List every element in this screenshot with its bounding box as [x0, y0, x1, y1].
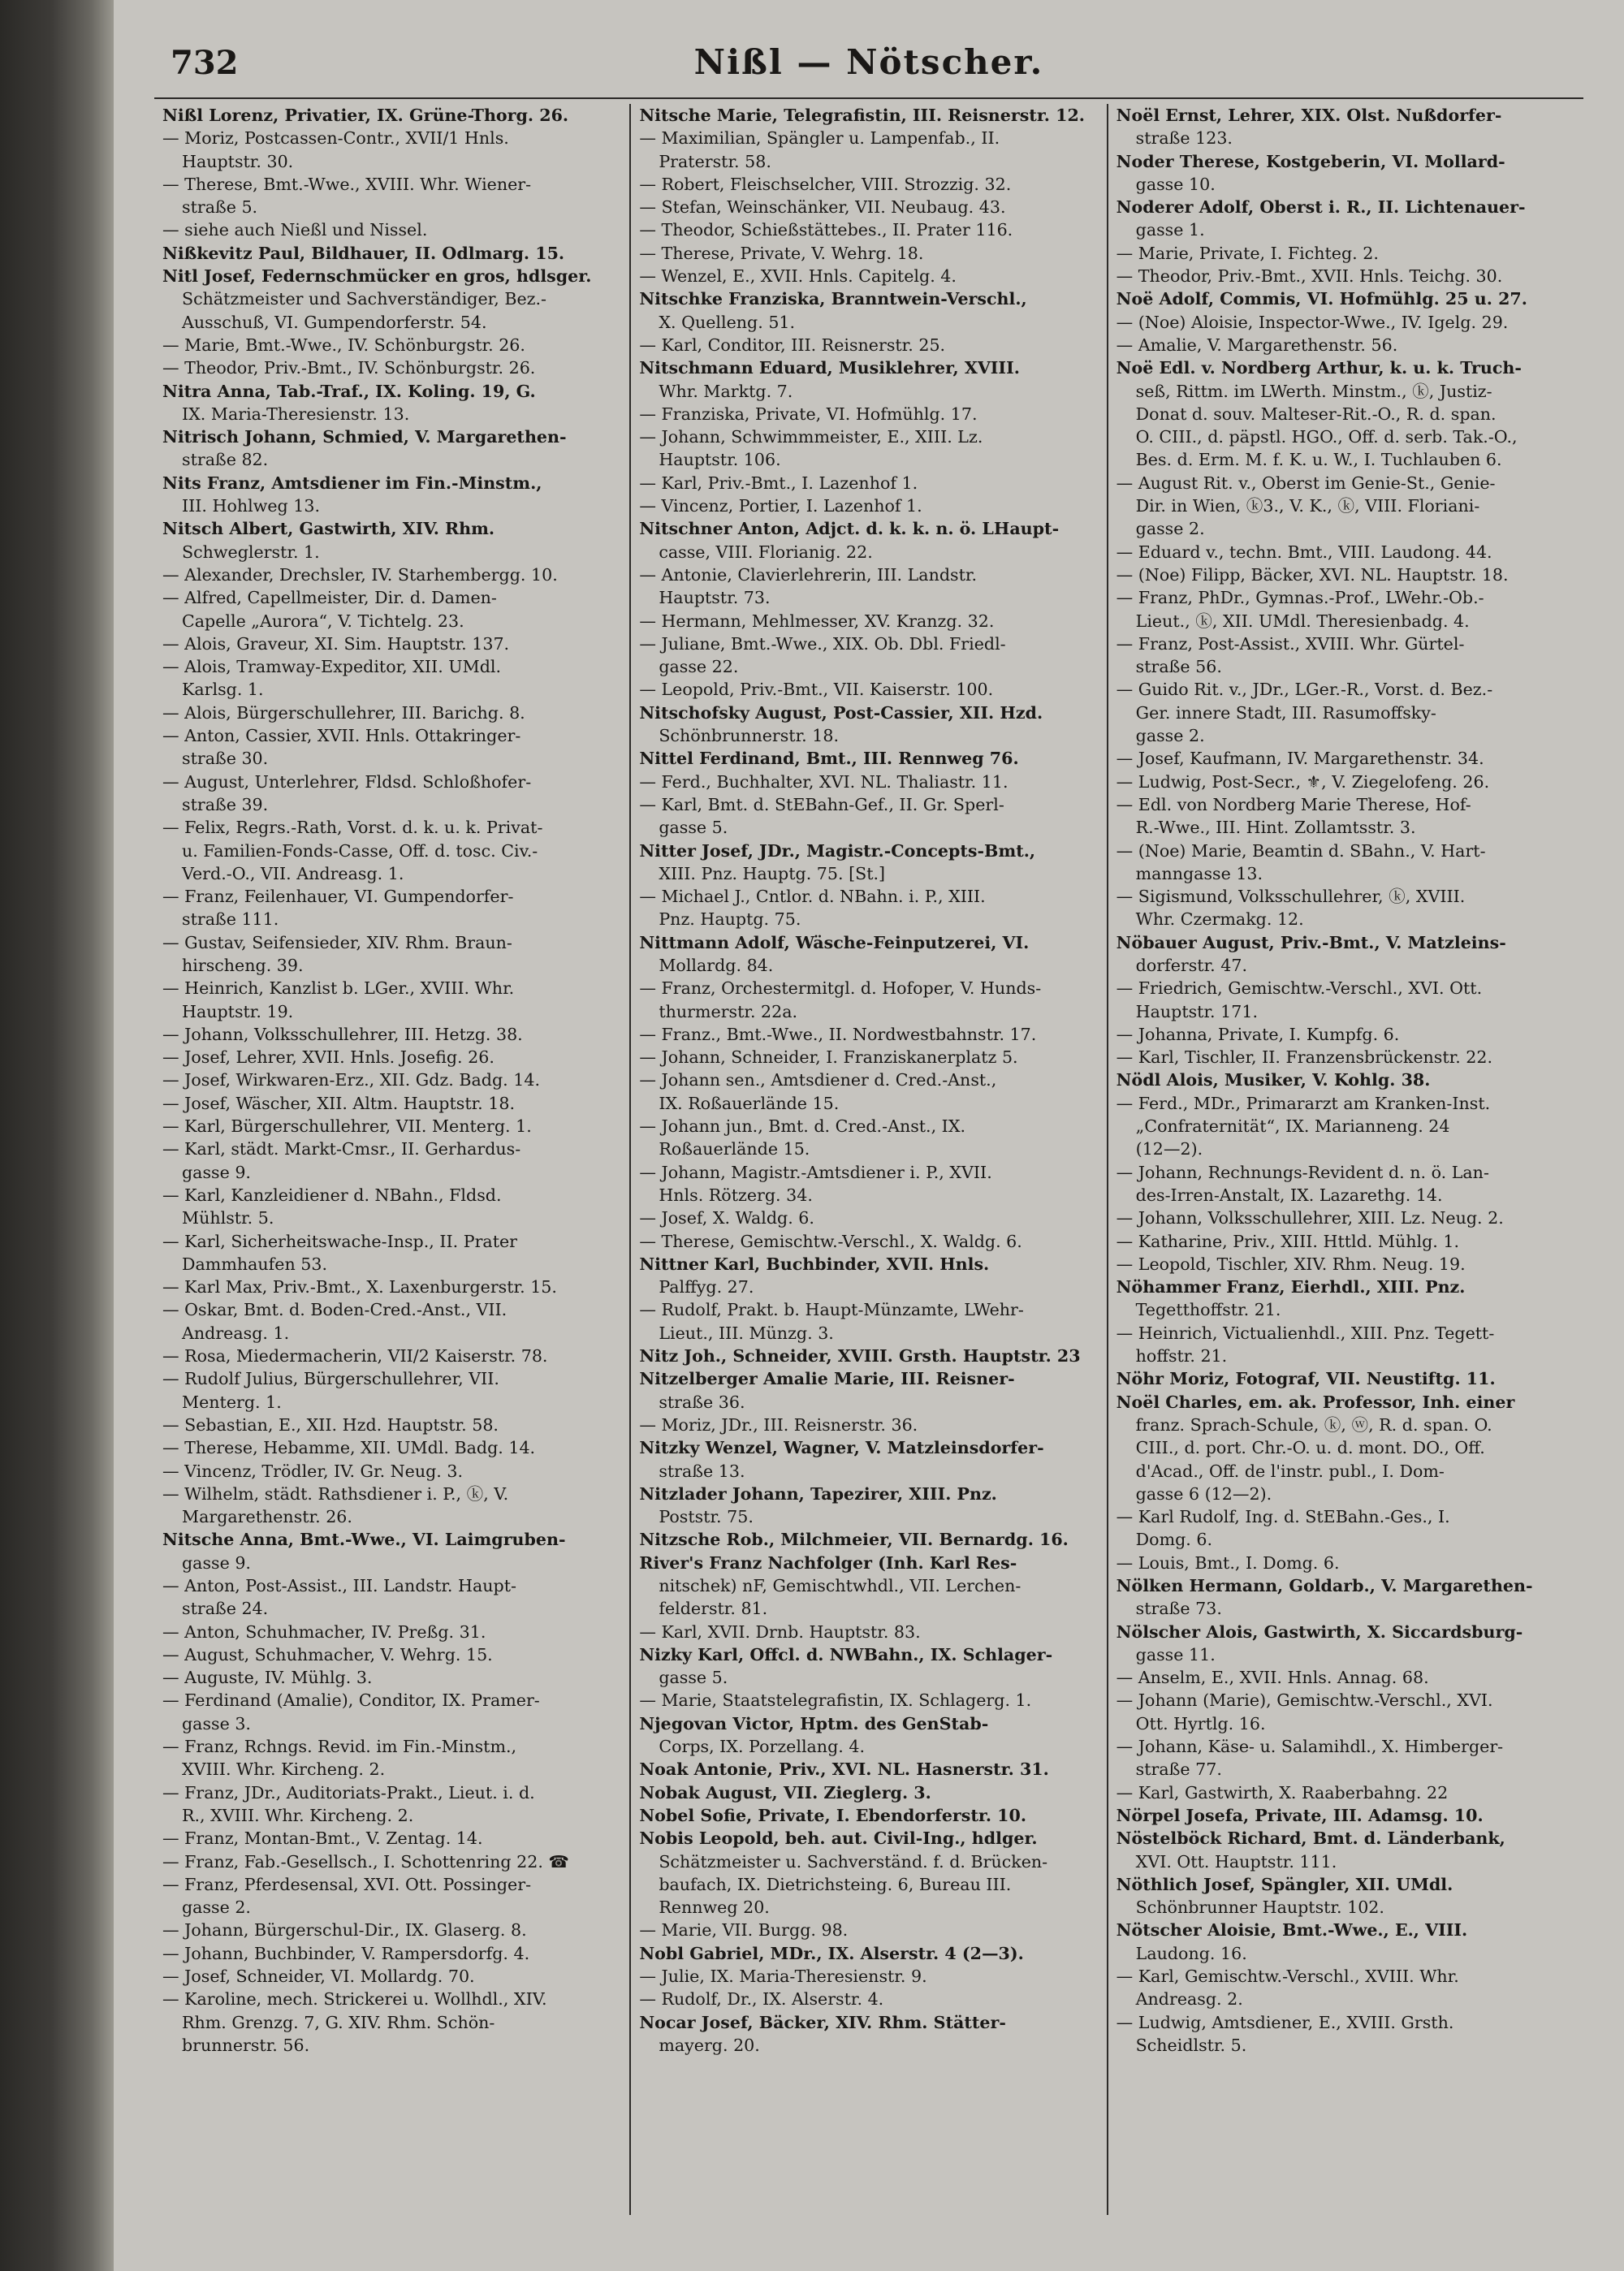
- entry-line: — Franz, Orchestermitgl. d. Hofoper, V. Hunds-: [639, 978, 1042, 999]
- entry-continuation-line: d'Acad., Off. de l'instr. publ., I. Dom-: [1135, 1461, 1445, 1481]
- entry-continuation-line: straße 24.: [182, 1599, 269, 1619]
- entry-continuation-line: gasse 22.: [659, 657, 739, 677]
- entry-line: — Karl, Gemischtw.-Verschl., XVIII. Whr.: [1116, 1967, 1459, 1987]
- entry-continuation-line: gasse 2.: [1135, 519, 1205, 539]
- entry-line: — Johann, Käse- u. Salamihdl., X. Himberger-: [1116, 1737, 1504, 1757]
- entry-continuation-line: Schönbrunnerstr. 18.: [659, 726, 840, 746]
- entry-line: — (Noe) Filipp, Bäcker, XVI. NL. Hauptstr. 18.: [1116, 564, 1509, 585]
- entry-continuation-line: Praterstr. 58.: [659, 151, 771, 171]
- entry-headword-line: Nötscher Aloisie, Bmt.-Wwe., E., VIII.: [1116, 1920, 1468, 1941]
- entry-continuation-line: Hauptstr. 19.: [182, 1001, 294, 1021]
- entry-line: — Karl, Kanzleidiener d. NBahn., Fldsd.: [162, 1185, 502, 1205]
- entry-line: — Heinrich, Kanzlist b. LGer., XVIII. Whr.: [162, 978, 515, 999]
- entry-line: — Josef, Lehrer, XVII. Hnls. Josefig. 26.: [162, 1047, 495, 1068]
- entry-headword-line: Nöbauer August, Priv.-Bmt., V. Matzleins-: [1116, 932, 1506, 952]
- entry-continuation-line: III. Hohlweg 13.: [182, 496, 320, 516]
- entry-continuation-line: brunnerstr. 56.: [182, 2035, 310, 2055]
- entry-continuation-line: Corps, IX. Porzellang. 4.: [659, 1737, 865, 1757]
- entry-continuation-line: Dammhaufen 53.: [182, 1254, 328, 1274]
- entry-line: — Karl Rudolf, Ing. d. StEBahn.-Ges., I.: [1116, 1507, 1450, 1527]
- entry-headword-line: Nits Franz, Amtsdiener im Fin.-Minstm.,: [162, 473, 542, 493]
- entry-continuation-line: Capelle „Aurora“, V. Tichtelg. 23.: [182, 611, 464, 631]
- entry-line: — Therese, Hebamme, XII. UMdl. Badg. 14.: [162, 1438, 536, 1458]
- entry-line: — August, Schuhmacher, V. Wehrg. 15.: [162, 1644, 493, 1664]
- entry-line: — (Noe) Marie, Beamtin d. SBahn., V. Hart-: [1116, 840, 1486, 861]
- entry-continuation-line: gasse 9.: [182, 1162, 251, 1182]
- entry-line: — Heinrich, Victualienhdl., XIII. Pnz. Tegett-: [1116, 1323, 1495, 1343]
- entry-headword-line: Nitschofsky August, Post-Cassier, XII. Hzd.: [639, 702, 1043, 723]
- entry-continuation-line: Tegetthoffstr. 21.: [1135, 1300, 1281, 1320]
- entry-line: — Ludwig, Post-Secr., ⚜, V. Ziegelofeng. 26.: [1116, 771, 1490, 792]
- entry-line: — Franz, Pferdesensal, XVI. Ott. Possinger-: [162, 1874, 532, 1894]
- entry-continuation-line: R.-Wwe., III. Hint. Zollamtsstr. 3.: [1135, 818, 1416, 838]
- entry-continuation-line: franz. Sprach-Schule, ⓚ, ⓦ, R. d. span. O.: [1135, 1414, 1492, 1435]
- entry-line: — Leopold, Tischler, XIV. Rhm. Neug. 19.: [1116, 1254, 1466, 1274]
- entry-headword-line: Nocar Josef, Bäcker, XIV. Rhm. Stätter-: [639, 2012, 1006, 2032]
- entry-line: — Alois, Bürgerschullehrer, III. Barichg. 8.: [162, 702, 525, 723]
- entry-line: — Johann, Schwimmmeister, E., XIII. Lz.: [639, 427, 983, 447]
- entry-headword-line: Nitra Anna, Tab.-Traf., IX. Koling. 19, G.: [162, 381, 536, 401]
- entry-continuation-line: Ger. innere Stadt, III. Rasumoffsky-: [1135, 702, 1436, 723]
- entry-line: — Alexander, Drechsler, IV. Starhembergg. 10.: [162, 564, 558, 585]
- entry-headword-line: Njegovan Victor, Hptm. des GenStab-: [639, 1713, 989, 1733]
- entry-continuation-line: Domg. 6.: [1135, 1530, 1213, 1550]
- entry-continuation-line: Pnz. Hauptg. 75.: [659, 909, 801, 930]
- entry-continuation-line: (12—2).: [1135, 1139, 1203, 1159]
- entry-line: — Josef, Schneider, VI. Mollardg. 70.: [162, 1967, 475, 1987]
- entry-line: — Ludwig, Amtsdiener, E., XVIII. Grsth.: [1116, 2012, 1454, 2032]
- entry-line: — (Noe) Aloisie, Inspector-Wwe., IV. Igelg. 29.: [1116, 312, 1509, 332]
- entry-line: — Rudolf, Dr., IX. Alserstr. 4.: [639, 1989, 884, 2010]
- entry-continuation-line: Ausschuß, VI. Gumpendorferstr. 54.: [182, 312, 487, 332]
- entry-line: — Maximilian, Spängler u. Lampenfab., II.: [639, 128, 1000, 149]
- entry-line: — Johann (Marie), Gemischtw.-Verschl., XVI.: [1116, 1690, 1493, 1711]
- entry-continuation-line: IX. Roßauerlände 15.: [659, 1093, 840, 1113]
- entry-continuation-line: Roßauerlände 15.: [659, 1139, 810, 1159]
- entry-headword-line: Nobak August, VII. Zieglerg. 3.: [639, 1782, 931, 1803]
- entry-headword-line: Nitsch Albert, Gastwirth, XIV. Rhm.: [162, 519, 495, 539]
- entry-line: — August Rit. v., Oberst im Genie-St., Genie-: [1116, 473, 1496, 493]
- entry-line: — Moriz, JDr., III. Reisnerstr. 36.: [639, 1414, 918, 1435]
- entry-line: — Franz, Fab.-Gesellsch., I. Schottenring 22. ☎: [162, 1851, 570, 1872]
- book-gutter: [0, 0, 114, 2271]
- entry-continuation-line: Rennweg 20.: [659, 1898, 770, 1918]
- directory-page: [114, 0, 1624, 2271]
- entry-line: — Edl. von Nordberg Marie Therese, Hof-: [1116, 794, 1471, 814]
- entry-line: — Friedrich, Gemischtw.-Verschl., XVI. Ott.: [1116, 978, 1483, 999]
- entry-line: — siehe auch Nießl und Nissel.: [162, 220, 428, 240]
- entry-continuation-line: Ott. Hyrtlg. 16.: [1135, 1713, 1266, 1733]
- entry-headword-line: Nittel Ferdinand, Bmt., III. Rennweg 76.: [639, 749, 1019, 769]
- entry-headword-line: Nißl Lorenz, Privatier, IX. Grüne-Thorg. 26.: [162, 106, 569, 125]
- entry-continuation-line: straße 123.: [1135, 128, 1233, 149]
- entry-line: — Gustav, Seifensieder, XIV. Rhm. Braun-: [162, 932, 512, 952]
- entry-line: — Johann sen., Amtsdiener d. Cred.-Anst.,: [639, 1070, 997, 1090]
- entry-line: — Therese, Bmt.-Wwe., XVIII. Whr. Wiener-: [162, 174, 532, 194]
- entry-line: — Hermann, Mehlmesser, XV. Kranzg. 32.: [639, 611, 995, 631]
- entry-continuation-line: IX. Maria-Theresienstr. 13.: [182, 404, 410, 424]
- entry-line: — Guido Rit. v., JDr., LGer.-R., Vorst. d. Bez.-: [1116, 680, 1493, 700]
- entry-continuation-line: hoffstr. 21.: [1135, 1346, 1228, 1366]
- entry-continuation-line: Schweglerstr. 1.: [182, 542, 320, 562]
- entry-continuation-line: Menterg. 1.: [182, 1392, 282, 1412]
- entry-line: — Josef, Kaufmann, IV. Margarethenstr. 34.: [1116, 749, 1484, 769]
- entry-headword-line: Nitter Josef, JDr., Magistr.-Concepts-Bmt.,: [639, 840, 1036, 861]
- entry-line: — Amalie, V. Margarethenstr. 56.: [1116, 335, 1398, 355]
- entry-line: — Johann, Volksschullehrer, XIII. Lz. Neug. 2.: [1116, 1208, 1504, 1228]
- entry-continuation-line: Laudong. 16.: [1135, 1943, 1247, 1963]
- entry-line: — Josef, Wirkwaren-Erz., XII. Gdz. Badg. 14.: [162, 1070, 540, 1090]
- entry-line: — Josef, X. Waldg. 6.: [639, 1208, 814, 1228]
- entry-headword-line: Nitzsche Rob., Milchmeier, VII. Bernardg. 16.: [639, 1530, 1069, 1550]
- entry-continuation-line: straße 5.: [182, 197, 258, 218]
- entry-continuation-line: Mollardg. 84.: [659, 955, 774, 975]
- entry-line: — Theodor, Priv.-Bmt., XVII. Hnls. Teichg. 30.: [1116, 266, 1503, 287]
- entry-continuation-line: Bes. d. Erm. M. f. K. u. W., I. Tuchlauben 6.: [1135, 450, 1502, 470]
- entry-line: — Vincenz, Trödler, IV. Gr. Neug. 3.: [162, 1461, 464, 1481]
- entry-continuation-line: Hauptstr. 30.: [182, 151, 294, 171]
- entry-line: — Sigismund, Volksschullehrer, ⓚ, XVIII.: [1116, 887, 1466, 907]
- entry-continuation-line: Poststr. 75.: [659, 1507, 754, 1527]
- entry-line: — Alfred, Capellmeister, Dir. d. Damen-: [162, 588, 497, 608]
- entry-line: — Johann, Schneider, I. Franziskanerplatz 5.: [639, 1047, 1018, 1068]
- entry-continuation-line: u. Familien-Fonds-Casse, Off. d. tosc. Civ.-: [182, 840, 538, 861]
- entry-continuation-line: Schätzmeister und Sachverständiger, Bez.-: [182, 289, 547, 309]
- entry-continuation-line: Hauptstr. 171.: [1135, 1001, 1258, 1021]
- entry-line: — Felix, Regrs.-Rath, Vorst. d. k. u. k. Privat-: [162, 818, 543, 838]
- entry-continuation-line: gasse 5.: [659, 1668, 728, 1688]
- entry-headword-line: Nitz Joh., Schneider, XVIII. Grsth. Hauptstr. 23: [639, 1346, 1081, 1366]
- entry-line: — Johann, Volksschullehrer, III. Hetzg. 38.: [162, 1024, 523, 1044]
- entry-headword-line: Nitschner Anton, Adjct. d. k. k. n. ö. LHaupt-: [639, 519, 1060, 539]
- entry-line: — Anton, Cassier, XVII. Hnls. Ottakringer-: [162, 726, 521, 746]
- entry-line: — Sebastian, E., XII. Hzd. Hauptstr. 58.: [162, 1414, 499, 1435]
- entry-continuation-line: straße 82.: [182, 450, 269, 470]
- entry-line: — Franz, Post-Assist., XVIII. Whr. Gürtel-: [1116, 633, 1465, 654]
- entry-line: — Louis, Bmt., I. Domg. 6.: [1116, 1552, 1340, 1573]
- entry-continuation-line: felderstr. 81.: [659, 1599, 768, 1619]
- entry-headword-line: Nitschmann Eduard, Musiklehrer, XVIII.: [639, 358, 1020, 378]
- entry-continuation-line: „Confraternität“, IX. Marianneng. 24: [1135, 1116, 1450, 1137]
- entry-line: — Anton, Schuhmacher, IV. Preßg. 31.: [162, 1621, 486, 1642]
- entry-line: — Karl, Conditor, III. Reisnerstr. 25.: [639, 335, 946, 355]
- entry-continuation-line: gasse 5.: [659, 818, 728, 838]
- entry-line: — August, Unterlehrer, Fldsd. Schloßhofer-: [162, 771, 532, 792]
- entry-continuation-line: Scheidlstr. 5.: [1135, 2035, 1247, 2055]
- entry-line: — Anton, Post-Assist., III. Landstr. Haupt-: [162, 1576, 516, 1595]
- entry-continuation-line: Whr. Czermakg. 12.: [1135, 909, 1304, 930]
- page-number: 732: [171, 44, 239, 82]
- entry-headword-line: Nitl Josef, Federnschmücker en gros, hdlsger.: [162, 266, 592, 287]
- entry-continuation-line: X. Quelleng. 51.: [659, 312, 796, 332]
- entry-headword-line: Nitsche Anna, Bmt.-Wwe., VI. Laimgruben-: [162, 1530, 566, 1550]
- entry-continuation-line: Andreasg. 2.: [1135, 1989, 1243, 2010]
- entry-line: — Therese, Private, V. Wehrg. 18.: [639, 243, 924, 263]
- entry-headword-line: Nöthlich Josef, Spängler, XII. UMdl.: [1116, 1874, 1453, 1894]
- entry-continuation-line: gasse 2.: [182, 1898, 251, 1918]
- entry-continuation-line: XVIII. Whr. Kircheng. 2.: [182, 1759, 386, 1780]
- entry-line: — Oskar, Bmt. d. Boden-Cred.-Anst., VII.: [162, 1300, 508, 1320]
- entry-headword-line: Nitzelberger Amalie Marie, III. Reisner-: [639, 1369, 1015, 1389]
- entry-continuation-line: gasse 2.: [1135, 726, 1205, 746]
- entry-line: — Moriz, Postcassen-Contr., XVII/1 Hnls.: [162, 128, 509, 149]
- entry-headword-line: River's Franz Nachfolger (Inh. Karl Res-: [639, 1552, 1017, 1573]
- entry-line: — Karl, Tischler, II. Franzensbrückenstr. 22.: [1116, 1047, 1493, 1068]
- entry-headword-line: Nobis Leopold, beh. aut. Civil-Ing., hdlger.: [639, 1828, 1038, 1849]
- entry-line: — Alois, Tramway-Expeditor, XII. UMdl.: [162, 657, 502, 677]
- entry-headword-line: Noë Edl. v. Nordberg Arthur, k. u. k. Truch-: [1116, 358, 1522, 378]
- entry-line: — Marie, Private, I. Fichteg. 2.: [1116, 243, 1379, 263]
- entry-continuation-line: des-Irren-Anstalt, IX. Lazarethg. 14.: [1135, 1185, 1443, 1205]
- entry-continuation-line: gasse 6 (12—2).: [1135, 1483, 1272, 1504]
- entry-line: — Johann, Magistr.-Amtsdiener i. P., XVII.: [639, 1162, 992, 1182]
- entry-continuation-line: straße 73.: [1135, 1599, 1222, 1619]
- entry-continuation-line: Hauptstr. 73.: [659, 588, 771, 608]
- entry-line: — Franz, Rchngs. Revid. im Fin.-Minstm.,: [162, 1737, 517, 1757]
- entry-continuation-line: straße 13.: [659, 1461, 745, 1481]
- entry-continuation-line: straße 111.: [182, 909, 279, 930]
- entry-line: — Karl, Sicherheitswache-Insp., II. Prater: [162, 1231, 518, 1251]
- entry-continuation-line: Rhm. Grenzg. 7, G. XIV. Rhm. Schön-: [182, 2012, 495, 2032]
- entry-headword-line: Nörpel Josefa, Private, III. Adamsg. 10.: [1116, 1805, 1484, 1825]
- entry-line: — Karl, Bmt. d. StEBahn-Gef., II. Gr. Sperl-: [639, 794, 1004, 814]
- entry-headword-line: Nobel Sofie, Private, I. Ebendorferstr. 10.: [639, 1805, 1027, 1825]
- entry-continuation-line: CIII., d. port. Chr.-O. u. d. mont. DO., Off.: [1135, 1438, 1485, 1458]
- entry-continuation-line: Hauptstr. 106.: [659, 450, 781, 470]
- entry-line: — Johanna, Private, I. Kumpfg. 6.: [1116, 1024, 1400, 1044]
- entry-line: — Wilhelm, städt. Rathsdiener i. P., ⓚ, V.: [162, 1483, 509, 1504]
- entry-headword-line: Noak Antonie, Priv., XVI. NL. Hasnerstr. 31.: [639, 1759, 1049, 1780]
- entry-continuation-line: straße 39.: [182, 794, 269, 814]
- entry-continuation-line: gasse 3.: [182, 1713, 251, 1733]
- entry-line: — Robert, Fleischselcher, VIII. Strozzig. 32.: [639, 174, 1012, 194]
- entry-headword-line: Nobl Gabriel, MDr., IX. Alserstr. 4 (2—3).: [639, 1943, 1024, 1963]
- entry-continuation-line: R., XVIII. Whr. Kircheng. 2.: [182, 1805, 414, 1825]
- entry-continuation-line: XIII. Pnz. Hauptg. 75. [St.]: [659, 863, 886, 883]
- entry-headword-line: Nitzlader Johann, Tapezirer, XIII. Pnz.: [639, 1483, 997, 1504]
- entry-line: — Anselm, E., XVII. Hnls. Annag. 68.: [1116, 1668, 1429, 1688]
- entry-line: — Franziska, Private, VI. Hofmühlg. 17.: [639, 404, 978, 424]
- entry-line: — Franz, Feilenhauer, VI. Gumpendorfer-: [162, 887, 514, 907]
- entry-continuation-line: gasse 11.: [1135, 1644, 1216, 1664]
- entry-line: — Johann, Rechnungs-Revident d. n. ö. Lan-: [1116, 1162, 1489, 1182]
- entry-headword-line: Nödl Alois, Musiker, V. Kohlg. 38.: [1116, 1070, 1431, 1090]
- entry-continuation-line: nitschek) nF, Gemischtwhdl., VII. Lerchen-: [659, 1576, 1021, 1595]
- entry-continuation-line: gasse 1.: [1135, 220, 1205, 240]
- column-2: [629, 104, 1106, 2215]
- entry-line: — Franz, JDr., Auditoriats-Prakt., Lieut. i. d.: [162, 1782, 535, 1803]
- entry-line: — Julie, IX. Maria-Theresienstr. 9.: [639, 1967, 927, 1987]
- entry-continuation-line: straße 77.: [1135, 1759, 1222, 1780]
- entry-continuation-line: Whr. Marktg. 7.: [659, 381, 793, 401]
- entry-headword-line: Nöhammer Franz, Eierhdl., XIII. Pnz.: [1116, 1277, 1466, 1297]
- entry-headword-line: Noël Ernst, Lehrer, XIX. Olst. Nußdorfer-: [1116, 106, 1502, 125]
- entry-line: — Juliane, Bmt.-Wwe., XIX. Ob. Dbl. Friedl-: [639, 633, 1006, 654]
- entry-line: — Ferd., Buchhalter, XVI. NL. Thaliastr. 11.: [639, 771, 1009, 792]
- entry-line: — Karl, städt. Markt-Cmsr., II. Gerhardus-: [162, 1139, 521, 1159]
- entry-line: — Leopold, Priv.-Bmt., VII. Kaiserstr. 100.: [639, 680, 994, 700]
- entry-headword-line: Noderer Adolf, Oberst i. R., II. Lichtenauer-: [1116, 197, 1526, 218]
- entry-line: — Johann jun., Bmt. d. Cred.-Anst., IX.: [639, 1116, 966, 1137]
- entry-line: — Johann, Buchbinder, V. Rampersdorfg. 4.: [162, 1943, 530, 1963]
- entry-headword-line: Nitsche Marie, Telegrafistin, III. Reisnerstr. 12.: [639, 106, 1085, 125]
- entry-headword-line: Nöstelböck Richard, Bmt. d. Länderbank,: [1116, 1828, 1505, 1849]
- entry-line: — Franz., Bmt.-Wwe., II. Nordwestbahnstr. 17.: [639, 1024, 1037, 1044]
- entry-line: — Franz, PhDr., Gymnas.-Prof., LWehr.-Ob.-: [1116, 588, 1484, 608]
- entry-line: — Rudolf, Prakt. b. Haupt-Münzamte, LWehr-: [639, 1300, 1024, 1320]
- entry-line: — Theodor, Priv.-Bmt., IV. Schönburgstr. 26.: [162, 358, 536, 378]
- entry-continuation-line: straße 56.: [1135, 657, 1222, 677]
- entry-line: — Josef, Wäscher, XII. Altm. Hauptstr. 18.: [162, 1093, 516, 1113]
- entry-continuation-line: Andreasg. 1.: [182, 1323, 290, 1343]
- entry-continuation-line: Mühlstr. 5.: [182, 1208, 274, 1228]
- entry-continuation-line: straße 30.: [182, 749, 269, 769]
- entry-line: — Vincenz, Portier, I. Lazenhof 1.: [639, 496, 922, 516]
- entry-line: — Karoline, mech. Strickerei u. Wollhdl., XIV.: [162, 1989, 547, 2010]
- entry-continuation-line: gasse 10.: [1135, 174, 1216, 194]
- entry-line: — Eduard v., techn. Bmt., VIII. Laudong. 44.: [1116, 542, 1492, 562]
- page-header: [154, 39, 1583, 99]
- entry-continuation-line: dorferstr. 47.: [1135, 955, 1248, 975]
- entry-continuation-line: seß, Rittm. im LWerth. Minstm., ⓚ, Justiz-: [1135, 381, 1492, 401]
- entry-line: — Therese, Gemischtw.-Verschl., X. Waldg. 6.: [639, 1231, 1022, 1251]
- entry-headword-line: Nittner Karl, Buchbinder, XVII. Hnls.: [639, 1254, 990, 1274]
- column-3: [1107, 104, 1583, 2215]
- entry-continuation-line: Donat d. souv. Malteser-Rit.-O., R. d. span.: [1135, 404, 1497, 424]
- entry-line: — Katharine, Priv., XIII. Httld. Mühlg. 1.: [1116, 1231, 1460, 1251]
- entry-continuation-line: manngasse 13.: [1135, 863, 1263, 883]
- entry-line: — Antonie, Clavierlehrerin, III. Landstr.: [639, 564, 978, 585]
- entry-headword-line: Nöhr Moriz, Fotograf, VII. Neustiftg. 11.: [1116, 1369, 1496, 1389]
- entry-line: — Rosa, Miedermacherin, VII/2 Kaiserstr. 78.: [162, 1346, 548, 1366]
- entry-line: — Franz, Montan-Bmt., V. Zentag. 14.: [162, 1828, 483, 1849]
- entry-continuation-line: Schätzmeister u. Sachverständ. f. d. Brücken-: [659, 1851, 1048, 1872]
- entry-continuation-line: straße 36.: [659, 1392, 745, 1412]
- entry-continuation-line: Hnls. Rötzerg. 34.: [659, 1185, 813, 1205]
- entry-line: — Rudolf Julius, Bürgerschullehrer, VII.: [162, 1369, 499, 1389]
- entry-headword-line: Nölken Hermann, Goldarb., V. Margarethen-: [1116, 1576, 1533, 1595]
- entry-continuation-line: hirscheng. 39.: [182, 955, 304, 975]
- entry-continuation-line: Margarethenstr. 26.: [182, 1507, 352, 1527]
- entry-continuation-line: Verd.-O., VII. Andreasg. 1.: [182, 863, 404, 883]
- entry-continuation-line: XVI. Ott. Hauptstr. 111.: [1135, 1851, 1337, 1872]
- entry-headword-line: Noë Adolf, Commis, VI. Hofmühlg. 25 u. 27.: [1116, 289, 1527, 309]
- entry-continuation-line: Lieut., III. Münzg. 3.: [659, 1323, 834, 1343]
- entry-line: — Ferd., MDr., Primararzt am Kranken-Inst.: [1116, 1093, 1491, 1113]
- entry-continuation-line: O. CIII., d. päpstl. HGO., Off. d. serb. Tak.-O.,: [1135, 427, 1518, 447]
- entry-continuation-line: Palffyg. 27.: [659, 1277, 754, 1297]
- entry-continuation-line: casse, VIII. Florianig. 22.: [659, 542, 873, 562]
- entry-line: — Karl, Gastwirth, X. Raaberbahng. 22: [1116, 1782, 1449, 1803]
- entry-headword-line: Nölscher Alois, Gastwirth, X. Siccardsburg-: [1116, 1621, 1523, 1642]
- entry-line: — Karl, XVII. Drnb. Hauptstr. 83.: [639, 1621, 921, 1642]
- entry-continuation-line: baufach, IX. Dietrichsteing. 6, Bureau III.: [659, 1874, 1012, 1894]
- entry-line: — Karl, Priv.-Bmt., I. Lazenhof 1.: [639, 473, 918, 493]
- entry-headword-line: Nizky Karl, Offcl. d. NWBahn., IX. Schlager-: [639, 1644, 1053, 1664]
- entry-continuation-line: thurmerstr. 22a.: [659, 1001, 798, 1021]
- entry-line: — Theodor, Schießstättebes., II. Prater 116.: [639, 220, 1013, 240]
- entry-line: — Wenzel, E., XVII. Hnls. Capitelg. 4.: [639, 266, 957, 287]
- entry-headword-line: Nißkevitz Paul, Bildhauer, II. Odlmarg. 15.: [162, 243, 565, 263]
- entry-line: — Johann, Bürgerschul-Dir., IX. Glaserg. 8.: [162, 1920, 527, 1941]
- entry-line: — Marie, Bmt.-Wwe., IV. Schönburgstr. 26.: [162, 335, 525, 355]
- entry-line: — Stefan, Weinschänker, VII. Neubaug. 43.: [639, 197, 1006, 218]
- entry-line: — Alois, Graveur, XI. Sim. Hauptstr. 137.: [162, 633, 510, 654]
- entry-headword-line: Noël Charles, em. ak. Professor, Inh. einer: [1116, 1392, 1515, 1412]
- entry-continuation-line: gasse 9.: [182, 1552, 251, 1573]
- directory-columns: [154, 104, 1583, 2215]
- entry-line: — Karl Max, Priv.-Bmt., X. Laxenburgerstr. 15.: [162, 1277, 557, 1297]
- entry-continuation-line: mayerg. 20.: [659, 2035, 760, 2055]
- entry-line: — Michael J., Cntlor. d. NBahn. i. P., XIII.: [639, 887, 986, 907]
- entry-continuation-line: Schönbrunner Hauptstr. 102.: [1135, 1898, 1384, 1918]
- entry-line: — Ferdinand (Amalie), Conditor, IX. Pramer-: [162, 1690, 540, 1711]
- entry-headword-line: Nittmann Adolf, Wäsche-Feinputzerei, VI.: [639, 932, 1030, 952]
- entry-continuation-line: Dir. in Wien, ⓚ3., V. K., ⓚ, VIII. Floriani-: [1135, 496, 1480, 516]
- entry-continuation-line: Lieut., ⓚ, XII. UMdl. Theresienbadg. 4.: [1135, 611, 1470, 631]
- entry-headword-line: Nitzky Wenzel, Wagner, V. Matzleinsdorfer-: [639, 1438, 1044, 1458]
- column-1: [154, 104, 629, 2215]
- running-head: Nißl — Nötscher.: [693, 42, 1044, 82]
- entry-line: — Karl, Bürgerschullehrer, VII. Menterg. 1.: [162, 1116, 532, 1137]
- entry-line: — Marie, Staatstelegrafistin, IX. Schlagerg. 1.: [639, 1690, 1032, 1711]
- entry-line: — Auguste, IV. Mühlg. 3.: [162, 1668, 373, 1688]
- entry-headword-line: Noder Therese, Kostgeberin, VI. Mollard-: [1116, 151, 1505, 171]
- entry-line: — Marie, VII. Burgg. 98.: [639, 1920, 849, 1941]
- entry-headword-line: Nitschke Franziska, Branntwein-Verschl.,: [639, 289, 1027, 309]
- entry-continuation-line: Karlsg. 1.: [182, 680, 264, 700]
- entry-headword-line: Nitrisch Johann, Schmied, V. Margarethen-: [162, 427, 567, 447]
